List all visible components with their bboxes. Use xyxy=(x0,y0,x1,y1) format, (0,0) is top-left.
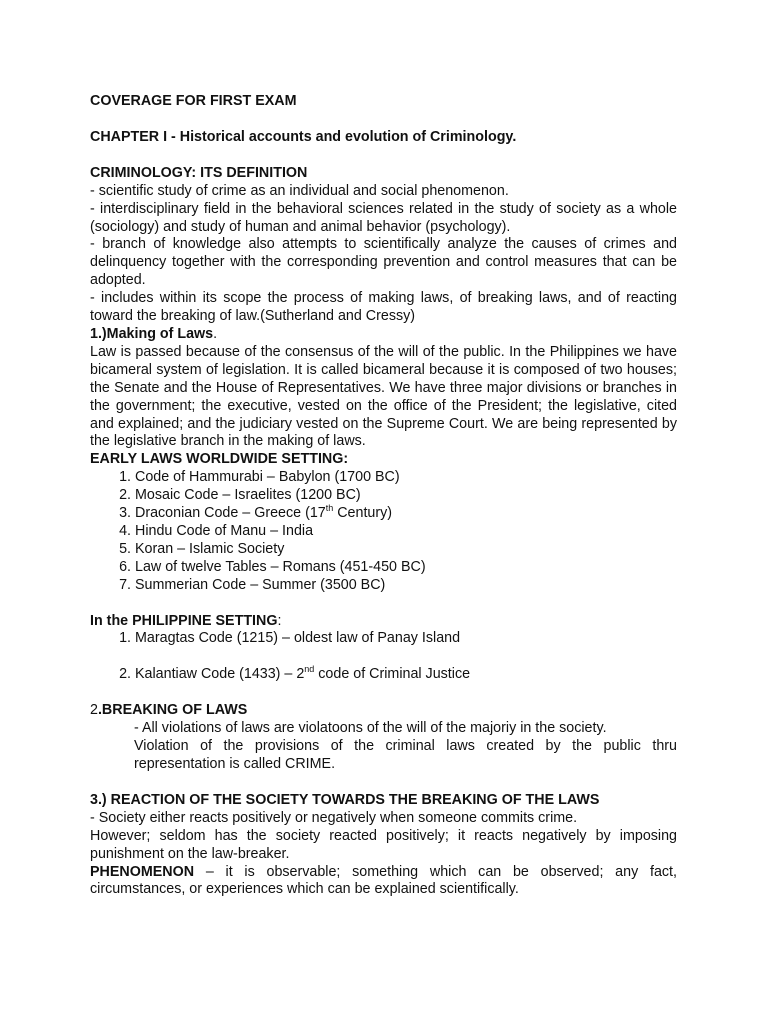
document-body xyxy=(90,93,677,899)
reaction-text: However; seldom has the society reacted positively; it reacts negatively by imposing punishment on the law-breaker. xyxy=(90,827,677,862)
early-laws-heading: EARLY LAWS WORLDWIDE SETTING: xyxy=(90,451,349,468)
document-title: COVERAGE FOR FIRST EXAM xyxy=(90,93,297,109)
philippine-setting-heading-line xyxy=(90,613,677,631)
breaking-of-laws-text: Violation of the provisions of the criminal laws created by the public thru representation is called CRIME. xyxy=(134,738,677,772)
early-laws-list xyxy=(90,469,677,594)
breaking-of-laws-heading-line xyxy=(90,702,677,720)
making-of-laws-heading-suffix: . xyxy=(213,325,218,342)
reaction-text: - Society either reacts positively or negatively when someone commits crime. xyxy=(90,809,578,826)
phenomenon-term: PHENOMENON xyxy=(90,863,195,880)
draconian-code-text: Draconian Code – Greece (17 xyxy=(135,505,326,522)
breaking-of-laws-text: - All violations of laws are violatoons of the will of the majoriy in the society. xyxy=(134,720,607,737)
list-item: 6. Law of twelve Tables – Romans (451-450 BC) xyxy=(135,559,677,577)
list-item: 2. Mosaic Code – Israelites (1200 BC) xyxy=(135,487,677,505)
kalantiaw-superscript: nd xyxy=(304,664,315,675)
kalantiaw-code-text: Kalantiaw Code (1433) – 2 xyxy=(135,666,305,683)
phenomenon-definition xyxy=(90,864,677,900)
phenomenon-text: – it is observable; something which can be observed; any fact, circumstances, or experiences which can be explained scientifically. xyxy=(90,863,677,898)
kalantiaw-code-tail: code of Criminal Justice xyxy=(314,666,471,683)
list-item: 4. Hindu Code of Manu – India xyxy=(135,523,677,541)
definition-point: - branch of knowledge also attempts to scientifically analyze the causes of crimes and delinquency together with the corresponding prevention and control measures that can be adopted. xyxy=(90,236,677,289)
list-item: 5. Koran – Islamic Society xyxy=(135,541,677,559)
definition-point: - interdisciplinary field in the behavioral sciences related in the study of society as a whole (sociology) and study of human and animal behavior (psychology). xyxy=(90,200,677,235)
breaking-of-laws-heading: .BREAKING OF LAWS xyxy=(97,702,248,719)
making-of-laws-text: Law is passed because of the consensus of the will of the public. In the Philippines we have bicameral system of legislation. It is called bicameral because it is composed of two houses; the Senate and the House of Representatives. We have three major divisions or branches in the government; the executive, vested on the office of the President; the legislative, cited and explained; and the judiciary vested on the Supreme Court. We are being represented by the legislative branch in the making of laws. xyxy=(90,343,677,450)
philippine-setting-heading: In the PHILIPPINE SETTING xyxy=(90,612,278,629)
philippine-setting-heading-suffix: : xyxy=(277,612,282,629)
making-of-laws-heading-line xyxy=(90,326,677,344)
list-item: 1. Code of Hammurabi – Babylon (1700 BC) xyxy=(135,469,677,487)
list-item xyxy=(135,505,677,523)
draconian-tail: Century) xyxy=(333,505,393,522)
making-of-laws-heading: 1.)Making of Laws xyxy=(90,325,214,342)
definition-point: - includes within its scope the process of making laws, of breaking laws, and of reacting toward the breaking of law.(Sutherland and Cressy) xyxy=(90,290,677,325)
definition-point: - scientific study of crime as an individual and social phenomenon. xyxy=(90,182,509,199)
draconian-superscript: th xyxy=(325,503,334,514)
chapter-heading: CHAPTER I - Historical accounts and evolution of Criminology. xyxy=(90,128,517,145)
list-item: 7. Summerian Code – Summer (3500 BC) xyxy=(135,577,677,595)
philippine-laws-list xyxy=(90,630,677,684)
list-item xyxy=(135,666,677,684)
reaction-heading: 3.) REACTION OF THE SOCIETY TOWARDS THE BREAKING OF THE LAWS xyxy=(90,791,600,808)
definition-heading: CRIMINOLOGY: ITS DEFINITION xyxy=(90,164,308,181)
list-item: 1. Maragtas Code (1215) – oldest law of Panay Island xyxy=(135,630,677,648)
breaking-of-laws-number: 2 xyxy=(90,702,98,719)
